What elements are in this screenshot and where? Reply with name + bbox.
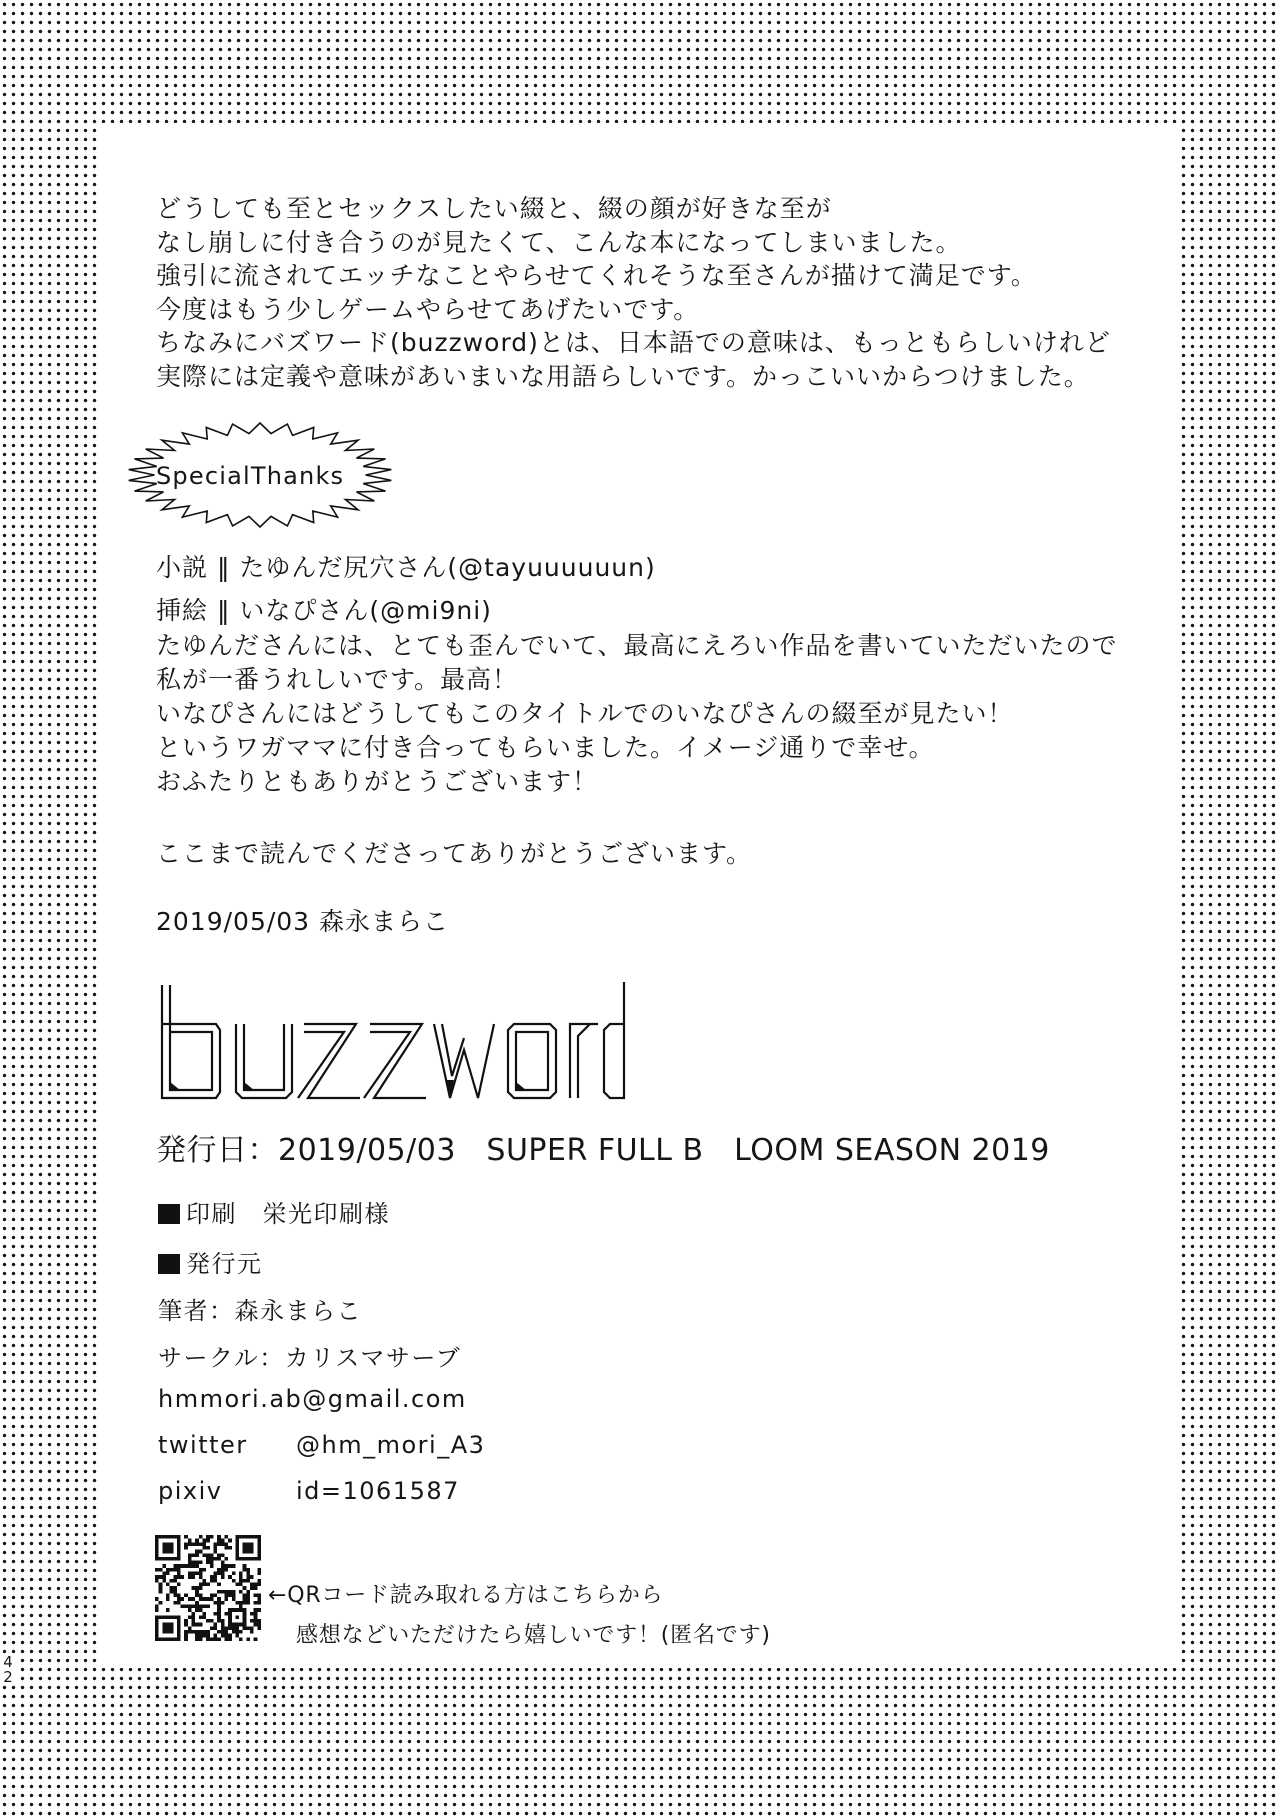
thanks-line: いなぴさんにはどうしてもこのタイトルでのいなぴさんの綴至が見たい！ [156,699,1014,728]
twitter-line [158,1431,486,1459]
publisher-heading: 発行元 [186,1250,263,1278]
qr-note-1: ←QRコード読み取れる方はこちらから [268,1583,664,1608]
afterword-line: どうしても至とセックスしたい綴と、綴の顔が好きな至が [156,194,832,223]
signature: 2019/05/03 森永まらこ [156,907,450,936]
credit-novel: 小説 ‖ たゆんだ尻穴さん(@tayuuuuuun) [156,553,656,582]
special-thanks-label: SpecialThanks [156,462,345,490]
thanks-line: たゆんださんには、とても歪んでいて、最高にえろい作品を書いていただいたので [156,631,1118,660]
qr-note-2: 感想などいただけたら嬉しいです！(匿名です) [296,1623,771,1648]
publication-date: 発行日：2019/05/03 SUPER FULL B LOOM SEASON 2019 [156,1133,1050,1168]
printer-text: 印刷 栄光印刷様 [186,1200,390,1228]
circle-line: サークル：カリスマサーブ [158,1344,462,1372]
pixiv-line [158,1477,460,1505]
afterword-line: 強引に流されてエッチなことやらせてくれそうな至さんが描けて満足です。 [156,261,1037,290]
pixiv-label: pixiv [158,1477,223,1505]
qr-code-icon [155,1535,261,1641]
thanks-line: というワガママに付き合ってもらいました。イメージ通りで幸せ。 [156,733,935,762]
thanks-message [156,629,1118,799]
pixiv-id: id=1061587 [296,1477,460,1505]
page-number: 4 2 [0,1655,16,1685]
twitter-handle: @hm_mori_A3 [296,1431,486,1459]
buzzword-logo [158,980,628,1105]
thanks-line: 私が一番うれしいです。最高！ [156,665,519,694]
publisher-line [158,1244,263,1279]
email: hmmori.ab@gmail.com [158,1385,467,1413]
bullet-square-icon [158,1204,180,1224]
credit-illustration: 挿絵 ‖ いなぴさん(@mi9ni) [156,596,492,625]
afterword-text [156,192,1111,393]
afterword-line: なし崩しに付き合うのが見たくて、こんな本になってしまいました。 [156,227,962,257]
afterword-line: 今度はもう少しゲームやらせてあげたいです。 [156,294,700,324]
author-line: 筆者：森永まらこ [158,1297,362,1325]
bullet-square-icon [158,1254,180,1274]
thanks-line: おふたりともありがとうございます！ [156,767,599,796]
afterword-line: ちなみにバズワード(buzzword)とは、日本語での意味は、もっともらしいけれど [156,328,1111,357]
closing-text: ここまで読んでくださってありがとうございます。 [156,839,753,868]
twitter-label: twitter [158,1431,248,1459]
afterword-line: 実際には定義や意味があいまいな用語らしいです。かっこいいからつけました。 [156,361,1090,391]
printer-line [158,1194,390,1229]
